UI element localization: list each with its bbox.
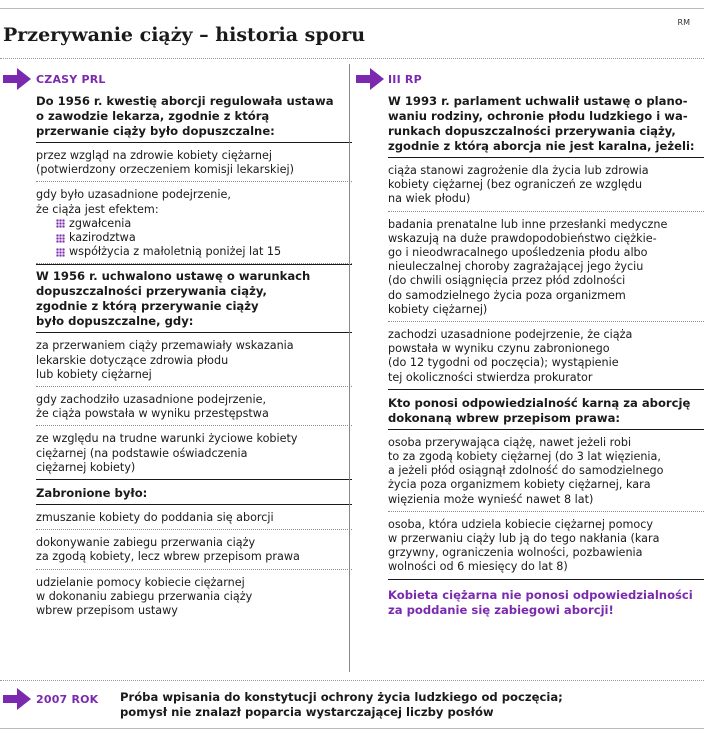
list-item: [388, 322, 704, 389]
list-item: [36, 143, 352, 182]
intro-line: zgodnie z którą aborcja nie jest karalna, jeżeli:: [388, 139, 695, 153]
item-line: nieuleczalnej choroby zagrażającej jego życiu: [388, 260, 644, 274]
column-divider: [349, 64, 350, 672]
bullet-item: [56, 245, 352, 259]
arrow-right-icon: [3, 68, 31, 90]
prl-intro-1956: [36, 94, 352, 143]
section-label-2007: 2007 ROK: [36, 693, 99, 706]
item-line: grzywny, ograniczenia wolności, pozbawienia: [388, 546, 643, 560]
highlight-note: [388, 580, 704, 618]
item-line: a jeżeli płód osiągnął zdolność do samodzielnego: [388, 464, 664, 478]
item-line: zachodzi uzasadnione podejrzenie, że ciąża: [388, 328, 633, 342]
bottom-note: [120, 690, 563, 720]
dot-grid-icon: [56, 219, 65, 228]
list-item: [388, 512, 704, 580]
list-item: [36, 333, 352, 387]
item-line: ciężarnej (na podstawie oświadczenia: [36, 446, 248, 460]
item-line: ze względu na trudne warunki życiowe kobiety: [36, 432, 298, 446]
intro-line: Do 1956 r. kwestię aborcji regulowała ustawa: [36, 94, 334, 108]
list-item: [36, 426, 352, 479]
list-item: [388, 430, 704, 512]
item-line: osoba, która udziela kobiecie ciężarnej pomocy: [388, 517, 653, 531]
iii-rp-column: [388, 90, 704, 618]
section-label-prl: CZASY PRL: [36, 73, 106, 86]
item-line: wskazują na duże prawdopodobieństwo ciężkie-: [388, 231, 657, 245]
list-item: [36, 570, 352, 623]
list-item: [388, 158, 704, 212]
bullet-item: [56, 217, 352, 231]
intro-line: W 1993 r. parlament uchwalił ustawę o plano-: [388, 94, 688, 108]
item-line: ciężarnej kobiety): [36, 460, 136, 474]
list-item: [36, 387, 352, 426]
item-line: kobiety ciężarnej): [388, 302, 488, 316]
item-line: tej okoliczności stwierdza prokurator: [388, 370, 593, 384]
page-title: Przerywanie ciąży – historia sporu: [3, 24, 366, 46]
item-line: do samodzielnego życia poza organizmem: [388, 288, 626, 302]
list-item: [36, 505, 352, 530]
item-line: osoba przerywająca ciążę, nawet jeżeli robi: [388, 435, 632, 449]
item-line: lub kobiety ciężarnej: [36, 367, 152, 381]
intro-line: Kto ponosi odpowiedzialność karną za aborcję: [388, 395, 691, 410]
intro-line: waniu rodziny, ochronie płodu ludzkiego i wa-: [388, 109, 688, 123]
item-line: badania prenatalne lub inne przesłanki medyczne: [388, 217, 668, 231]
item-line: w przerwaniu ciąży lub ją do tego nakłania (kara: [388, 532, 660, 546]
item-line: za zgodą kobiety, lecz wbrew przepisom prawa: [36, 550, 300, 564]
list-item: [36, 182, 352, 264]
item-line: (do 12 tygodni od poczęcia); wystąpienie: [388, 356, 619, 370]
prl-column: [36, 90, 352, 622]
section-label-iii-rp: III RP: [388, 73, 422, 86]
list-item: [388, 212, 704, 322]
note-line: Próba wpisania do konstytucji ochrony życia ludzkiego od poczęcia;: [120, 690, 563, 704]
item-line: dokonywanie zabiegu przerwania ciąży: [36, 536, 256, 550]
bottom-rule: [0, 728, 704, 729]
item-line: w dokonaniu zabiegu przerwania ciąży: [36, 589, 253, 603]
item-line: na wiek płodu): [388, 192, 471, 206]
note-line: Kobieta ciężarna nie ponosi odpowiedzialności: [388, 587, 693, 602]
dot-grid-icon: [56, 234, 65, 243]
iii-rp-liability-heading: [388, 389, 704, 430]
item-line: przez wzgląd na zdrowie kobiety ciężarnej: [36, 149, 272, 162]
item-line: (do chwili osiągnięcia przez płód zdolności: [388, 274, 626, 288]
item-line: gdy było uzasadnione podejrzenie,: [36, 188, 231, 202]
item-line: kobiety ciężarnej (bez ograniczeń ze względu: [388, 178, 643, 192]
item-line: to za zgodą kobiety ciężarnej (do 3 lat więzienia,: [388, 450, 661, 464]
item-line: życia poza organizmem kobiety ciężarnej, kara: [388, 478, 651, 492]
item-line: powstała w wyniku czynu zabronionego: [388, 342, 610, 356]
prl-intro-1956-law: [36, 264, 352, 333]
intro-line: dopuszczalności przerywania ciąży,: [36, 284, 267, 299]
item-line: (potwierdzony orzeczeniem komisji lekarskiej): [36, 163, 294, 177]
intro-line: dokonaną wbrew przepisom prawa:: [388, 410, 621, 425]
item-line: wolności od 6 miesięcy do lat 8): [388, 560, 568, 574]
item-line: gdy zachodziło uzasadnione podejrzenie,: [36, 393, 267, 407]
top-rule: [0, 8, 704, 9]
intro-line: W 1956 r. uchwalono ustawę o warunkach: [36, 269, 311, 284]
item-line: go i nieodwracalnego upośledzenia płodu albo: [388, 246, 648, 260]
bullet-text: współżycia z małoletnią poniżej lat 15: [69, 245, 282, 259]
bullet-text: zgwałcenia: [69, 216, 132, 230]
list-item: [36, 530, 352, 569]
intro-line: zgodnie z którą przerywanie ciąży: [36, 299, 259, 314]
item-line: zmuszanie kobiety do poddania się aborcji: [36, 511, 274, 525]
item-line: wbrew przepisom ustawy: [36, 604, 178, 618]
section-divider: [0, 680, 704, 682]
item-line: udzielanie pomocy kobiecie ciężarnej: [36, 575, 245, 589]
item-line: więzienia może wynieść nawet 8 lat): [388, 492, 594, 506]
bullet-item: [56, 231, 352, 245]
intro-line: przerwanie ciąży było dopuszczalne:: [36, 124, 275, 138]
arrow-right-icon: [3, 688, 31, 710]
intro-line: było dopuszczalne, gdy:: [36, 314, 194, 329]
item-line: za przerwaniem ciąży przemawiały wskazania: [36, 339, 294, 353]
intro-line: o zawodzie lekarza, zgodnie z którą: [36, 109, 270, 123]
item-line: że ciąża jest efektem:: [36, 202, 159, 216]
dot-grid-icon: [56, 248, 65, 257]
bullet-text: kazirodztwa: [69, 231, 136, 245]
item-line: lekarskie dotyczące zdrowia płodu: [36, 353, 229, 367]
intro-line: runkach dopuszczalności przerywania ciąży,: [388, 124, 676, 138]
note-line: pomysł nie znalazł poparcia wystarczającej liczby posłów: [120, 705, 494, 719]
prl-forbidden-heading: Zabronione było:: [36, 479, 352, 505]
author-credit: RM: [677, 18, 690, 27]
section-divider: [0, 58, 704, 60]
arrow-right-icon: [356, 68, 384, 90]
item-line: że ciąża powstała w wyniku przestępstwa: [36, 407, 269, 421]
item-line: ciąża stanowi zagrożenie dla życia lub zdrowia: [388, 164, 649, 177]
iii-rp-intro-1993: [388, 94, 704, 158]
note-line: za poddanie się zabiegowi aborcji!: [388, 602, 614, 617]
